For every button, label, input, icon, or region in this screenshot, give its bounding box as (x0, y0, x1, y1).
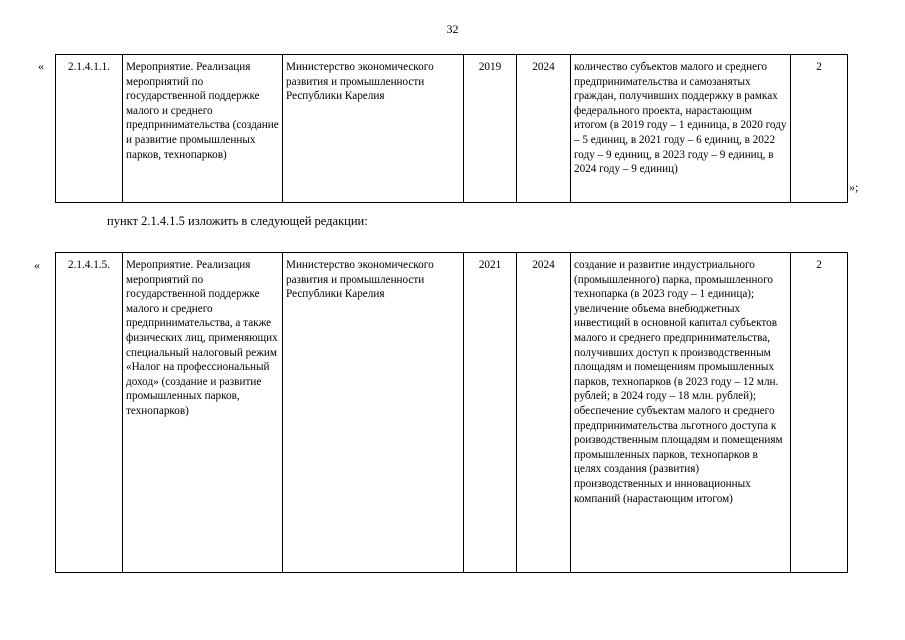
close-quote: »; (849, 180, 859, 194)
row-number: 2.1.4.1.1. (56, 55, 123, 203)
indicator-text: обеспечение субъектам малого и среднего предпринимательства льготного доступа к роизводственным площадям и помещениям промышленных парков, технопарков в целях создания (развития) производственных и инновационных компаний (нарастающим итогом) (574, 404, 783, 505)
indicator-text: количество субъектов малого и среднего предпринимательства и самозанятых граждан, получивших поддержку в рамках федерального проекта, нарастающим итогом (в 2019 году – 1 единица, в 2020 году – 5 единиц, в 2021 году – 6 единиц, в 2022 году – 9 единиц, в 2023 году – 9 единиц, в 2024 году – 9 единиц) (574, 61, 787, 176)
code: 2 (791, 55, 848, 203)
executor: Министерство экономического развития и промышленности Республики Карелия (283, 253, 464, 573)
open-quote-1: « (38, 59, 44, 73)
year-end: 2024 (517, 253, 571, 573)
indicator-cell (571, 253, 791, 573)
indicator-text: создание и развитие индустриального (промышленного) парка, промышленного технопарка (в 2023 году – 1 единица); (574, 259, 774, 301)
table-1 (55, 54, 848, 203)
table-row (56, 55, 848, 203)
event-description: Мероприятие. Реализация мероприятий по государственной поддержке малого и среднего предпринимательства (создание и развитие промышленных парков, технопарков) (123, 55, 283, 203)
executor: Министерство экономического развития и промышленности Республики Карелия (283, 55, 464, 203)
indicator-text: увеличение объема внебюджетных инвестиций в основной капитал субъектов малого и среднего предпринимательства, получивших доступ к производственным площадям и помещениям промышленных парков, технопарков (в 2023 году – 12 млн. рублей; в 2024 году – 18 млн. рублей); (574, 302, 779, 403)
table-row (56, 253, 848, 573)
year-end: 2024 (517, 55, 571, 203)
instruction-text: пункт 2.1.4.1.5 изложить в следующей редакции: (107, 214, 368, 228)
page-number: 32 (446, 22, 459, 36)
year-start: 2021 (464, 253, 517, 573)
code: 2 (791, 253, 848, 573)
indicator-cell (571, 55, 791, 203)
row-number: 2.1.4.1.5. (56, 253, 123, 573)
year-start: 2019 (464, 55, 517, 203)
open-quote-2: « (34, 258, 40, 272)
table-2 (55, 252, 848, 573)
event-description: Мероприятие. Реализация мероприятий по государственной поддержке малого и среднего предпринимательства, а также физических лиц, применяющих специальный налоговый режим «Налог на профессиональный доход» (создание и развитие промышленных парков, технопарков) (123, 253, 283, 573)
